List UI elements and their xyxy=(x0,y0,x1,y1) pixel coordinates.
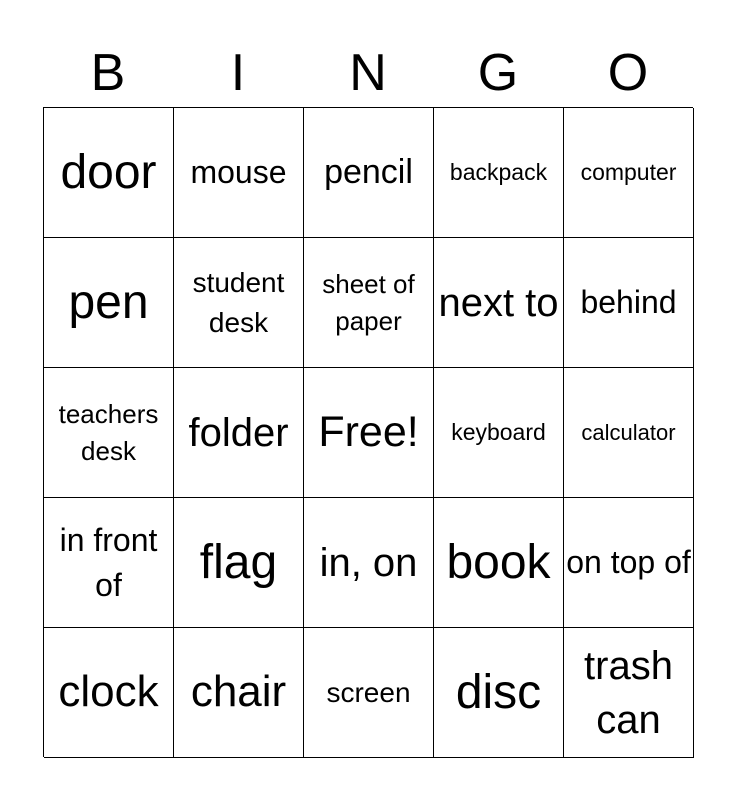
bingo-cell[interactable] xyxy=(174,368,304,498)
bingo-cell[interactable] xyxy=(564,498,694,628)
cell-text: door xyxy=(60,145,157,199)
header-letter-b: B xyxy=(90,44,126,102)
cell-text: folder xyxy=(188,410,289,455)
bingo-cell[interactable] xyxy=(434,498,564,628)
header-letter-n: N xyxy=(349,44,387,102)
cell-text: pen xyxy=(68,275,149,329)
bingo-cell[interactable] xyxy=(304,108,434,238)
cell-text: student desk xyxy=(192,267,285,338)
header-letter-g: G xyxy=(477,44,519,102)
cell-text: keyboard xyxy=(451,419,546,446)
bingo-cell[interactable] xyxy=(564,628,694,758)
cell-text: chair xyxy=(190,667,287,717)
bingo-cell[interactable] xyxy=(564,368,694,498)
cell-text: flag xyxy=(199,535,278,589)
bingo-cell[interactable] xyxy=(174,628,304,758)
bingo-cell[interactable] xyxy=(44,368,174,498)
cell-text: clock xyxy=(58,667,159,717)
bingo-cell[interactable] xyxy=(174,238,304,368)
bingo-cell[interactable] xyxy=(174,498,304,628)
bingo-cell[interactable] xyxy=(434,628,564,758)
cell-text: screen xyxy=(326,676,411,708)
bingo-cell[interactable] xyxy=(304,498,434,628)
cell-text: on top of xyxy=(566,544,691,581)
free-space[interactable] xyxy=(304,368,434,498)
bingo-cell[interactable] xyxy=(44,108,174,238)
bingo-cell[interactable] xyxy=(304,238,434,368)
bingo-cell[interactable] xyxy=(44,498,174,628)
cell-text: book xyxy=(446,535,551,589)
bingo-cell[interactable] xyxy=(434,238,564,368)
cell-text: pencil xyxy=(324,153,413,192)
cell-text: next to xyxy=(438,280,559,325)
cell-text: calculator xyxy=(581,420,676,445)
cell-text: backpack xyxy=(449,159,548,186)
bingo-cell[interactable] xyxy=(564,238,694,368)
cell-text: trash can xyxy=(584,643,673,742)
bingo-board xyxy=(43,107,693,757)
bingo-cell[interactable] xyxy=(434,108,564,238)
bingo-cell[interactable] xyxy=(304,628,434,758)
cell-text: mouse xyxy=(190,154,287,191)
cell-text: in front of xyxy=(59,521,158,603)
free-space-text: Free! xyxy=(318,407,419,456)
bingo-cell[interactable] xyxy=(434,368,564,498)
bingo-cell[interactable] xyxy=(44,628,174,758)
cell-text: computer xyxy=(580,159,677,186)
cell-text: sheet of paper xyxy=(322,269,415,336)
cell-text: in, on xyxy=(319,540,418,585)
cell-text: teachers desk xyxy=(58,399,159,466)
cell-text: disc xyxy=(455,665,542,719)
bingo-header xyxy=(43,42,693,104)
header-letter-i: I xyxy=(230,44,246,102)
bingo-cell[interactable] xyxy=(174,108,304,238)
cell-text: behind xyxy=(580,284,677,321)
header-letter-o: O xyxy=(607,44,649,102)
bingo-cell[interactable] xyxy=(44,238,174,368)
bingo-cell[interactable] xyxy=(564,108,694,238)
